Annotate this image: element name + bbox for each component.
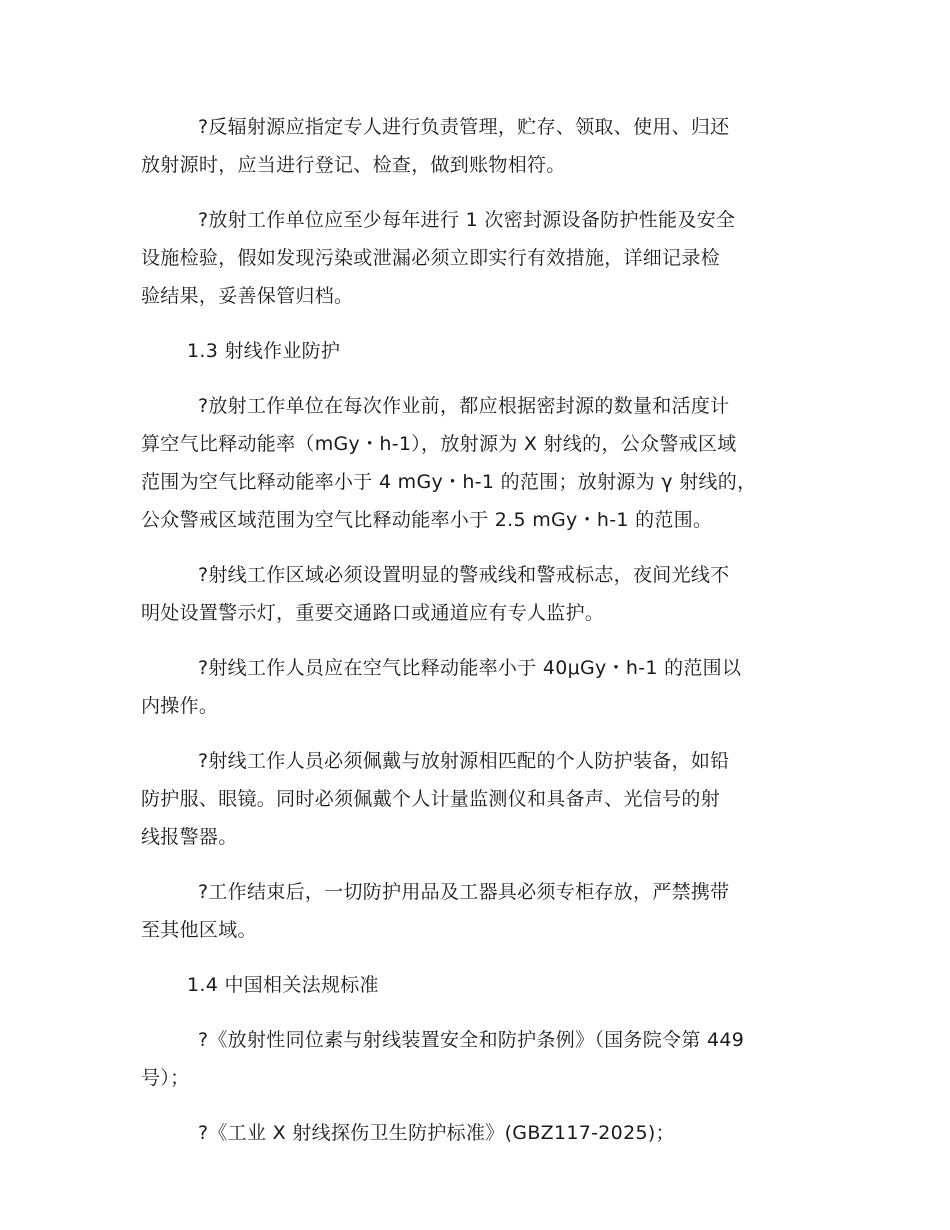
text-line: ?放射工作单位应至少每年进行 1 次密封源设备防护性能及安全	[198, 209, 736, 231]
text-line: 放射源时，应当进行登记、检查，做到账物相符。	[141, 154, 566, 176]
paragraph-warning-lines	[141, 556, 810, 632]
text-line: 验结果，妥善保管归档。	[141, 285, 354, 307]
text-line: ?反辐射源应指定专人进行负责管理，贮存、领取、使用、归还	[198, 116, 730, 138]
text-line: ?放射工作单位在每次作业前，都应根据密封源的数量和活度计	[198, 395, 730, 417]
paragraph-storage-after-work	[141, 873, 810, 949]
text-line: 公众警戒区域范围为空气比释动能率小于 2.5 mGy・h-1 的范围。	[141, 509, 713, 531]
paragraph-protective-equipment	[141, 742, 810, 856]
text-line: 范围为空气比释动能率小于 4 mGy・h-1 的范围；放射源为 γ 射线的，	[141, 471, 757, 493]
heading-text: 1.3 射线作业防护	[187, 340, 341, 362]
paragraph-regulation-449	[141, 1021, 810, 1097]
paragraph-radiation-source-management	[141, 108, 810, 184]
text-line: ?射线工作区域必须设置明显的警戒线和警戒标志，夜间光线不	[198, 564, 730, 586]
text-line: 线报警器。	[141, 826, 238, 848]
text-line: ?工作结束后，一切防护用品及工器具必须专柜存放，严禁携带	[198, 881, 730, 903]
text-line: 防护服、眼镜。同时必须佩戴个人计量监测仪和具备声、光信号的射	[141, 788, 721, 810]
text-line: ?《工业 X 射线探伤卫生防护标准》(GBZ117-2025)；	[198, 1122, 675, 1144]
paragraph-annual-inspection	[141, 201, 810, 315]
paragraph-air-kerma-rate	[141, 387, 810, 539]
text-line: 设施检验，假如发现污染或泄漏必须立即实行有效措施，详细记录检	[141, 247, 721, 269]
paragraph-standard-gbz117	[141, 1114, 810, 1152]
text-line: 号）；	[141, 1067, 190, 1089]
paragraph-operating-range	[141, 649, 810, 725]
text-line: 明处设置警示灯，重要交通路口或通道应有专人监护。	[141, 602, 605, 624]
section-heading-1-3	[141, 332, 810, 370]
text-line: 至其他区域。	[141, 919, 257, 941]
text-line: ?射线工作人员必须佩戴与放射源相匹配的个人防护装备，如铅	[198, 750, 730, 772]
section-heading-1-4	[141, 966, 810, 1004]
text-line: ?射线工作人员应在空气比释动能率小于 40μGy・h-1 的范围以	[198, 657, 742, 679]
text-line: 内操作。	[141, 695, 219, 717]
heading-text: 1.4 中国相关法规标准	[187, 974, 379, 996]
text-line: ?《放射性同位素与射线装置安全和防护条例》（国务院令第 449	[198, 1029, 745, 1051]
text-line: 算空气比释动能率（mGy・h-1），放射源为 X 射线的，公众警戒区域	[141, 433, 737, 455]
